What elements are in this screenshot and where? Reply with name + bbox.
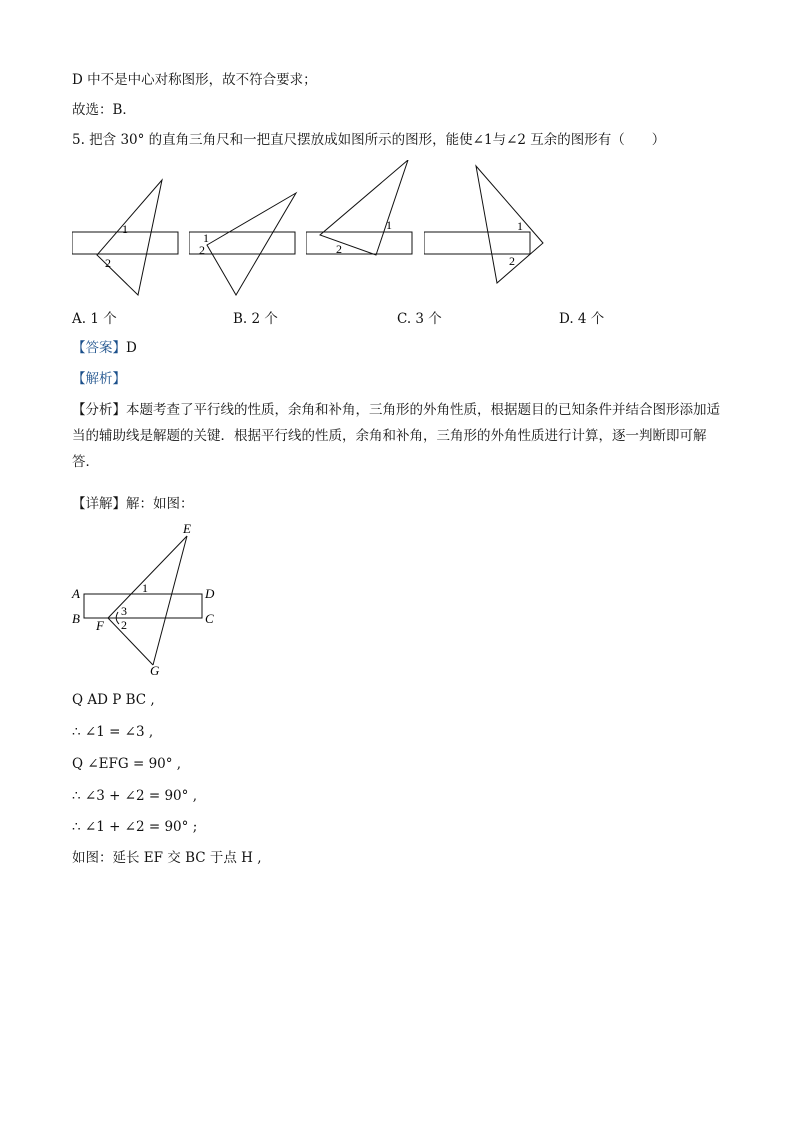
fenxi-tag: 【分析】 [72,402,126,418]
fig1-angle-2: 2 [105,256,111,270]
detail-text: 解：如图： [126,496,194,512]
answer-tag: 【答案】 [72,340,126,356]
fenxi-text: 本题考查了平行线的性质，余角和补角，三角形的外角性质，根据题目的已知条件并结合图形添加适当的辅助线是解题的关键．根据平行线的性质，余角和补角，三角形的外角性质进行计算，逐一判断即可解答． [72,402,720,470]
label-A: A [72,586,80,601]
figure-4 [424,160,548,300]
label-F: F [96,618,104,633]
detail-tag: 【详解】 [72,496,126,512]
answer-value: D [126,340,137,356]
figure-2 [189,160,301,300]
fig4-angle-2: 2 [509,254,515,268]
previous-answer-choice: 故选：B． [72,102,136,118]
option-c: C. 3 个 [397,311,442,327]
step-3: Q ∠EFG = 90° , [72,756,182,772]
detail-heading [72,494,194,514]
figure-3 [306,160,416,300]
step-1: Q AD P BC , [72,692,155,708]
analysis-heading [72,369,126,389]
step-6: 如图：延长 EF 交 BC 于点 H , [72,850,262,866]
detail-figure [66,520,226,680]
label-G: G [150,663,160,678]
label-angle-2: 2 [121,618,127,632]
label-angle-1: 1 [142,581,148,595]
step-2: ∴ ∠1 = ∠3 , [72,724,154,740]
label-B: B [72,611,80,626]
analysis-tag: 【解析】 [72,371,126,387]
step-5: ∴ ∠1 + ∠2 = 90° ; [72,819,198,835]
step-4: ∴ ∠3 + ∠2 = 90° , [72,788,197,804]
option-b: B. 2 个 [233,311,278,327]
label-E: E [183,521,191,536]
label-D: D [205,586,215,601]
answer-line [72,338,137,358]
fig2-angle-2: 2 [199,243,205,257]
label-C: C [205,611,214,626]
fig3-angle-1: 1 [386,218,392,232]
figure-1 [72,160,182,300]
label-angle-3: 3 [121,604,127,618]
fig1-angle-1: 1 [122,222,128,236]
previous-answer-line-d: D 中不是中心对称图形，故不符合要求； [72,72,317,88]
question-5-text: 5. 把含 30° 的直角三角尺和一把直尺摆放成如图所示的图形，能使∠1与∠2 互余的图形有（ ） [72,132,666,148]
fig2-angle-1: 1 [203,231,209,245]
fig3-angle-2: 2 [336,242,342,256]
option-d: D. 4 个 [559,311,605,327]
option-a: A. 1 个 [72,311,117,327]
analysis-paragraph [72,397,722,475]
fig4-angle-1: 1 [517,219,523,233]
